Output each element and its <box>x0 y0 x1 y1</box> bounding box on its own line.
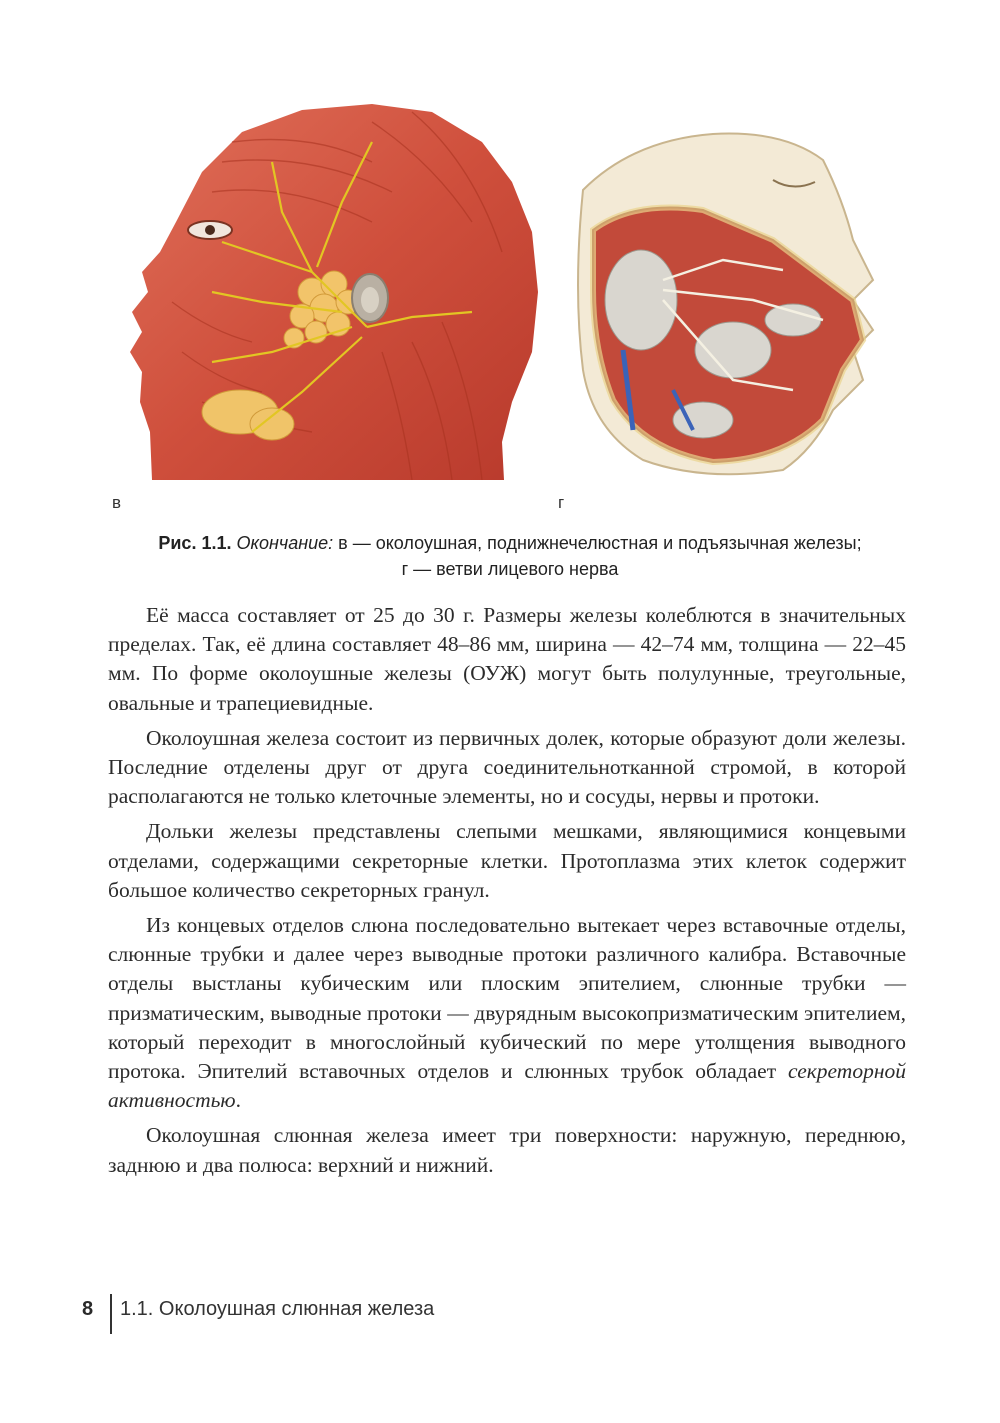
paragraph-5: Околоушная слюнная железа имеет три поверхности: наружную, переднюю, заднюю и два полюса: верхний и нижний. <box>108 1123 906 1177</box>
panel-label-g: г <box>558 493 565 512</box>
caption-italic: Окончание: <box>236 533 334 553</box>
paragraph-4-italic: секреторной активностью <box>108 1059 906 1113</box>
footer-divider <box>110 1294 112 1334</box>
paragraph-4-text: Из концевых отделов слюна последовательно вытекает через вставочные отделы, слюнные трубки и далее через выводные протоки различного калибра. Вставочные отделы выстланы кубическим или плоским эпителием, слюнные трубки — призматическим, выводные протоки — двурядным высокопризматическим эпителием, который переходит в многослойный кубический по мере утолщения выводного протока. Эпителий вставочных отделов и слюнных трубок обладает <box>108 913 906 1084</box>
anatomy-illustration-parotid <box>112 102 550 480</box>
body-text <box>108 601 906 1180</box>
page-footer <box>82 1294 682 1334</box>
anatomy-illustration-facial-nerve <box>553 130 893 482</box>
caption-label: Рис. 1.1. <box>158 533 232 553</box>
page-number: 8 <box>82 1298 94 1320</box>
paragraph-1: Её масса составляет от 25 до 30 г. Размеры железы колеблются в значительных пределах. Так, её длина составляет 48–86 мм, ширина — 42–74 мм, толщина — 22–45 мм. По форме околоушные железы (ОУЖ) могут быть полулунные, треугольные, овальные и трапециевидные. <box>108 603 906 715</box>
caption-line2: г — ветви лицевого нерва <box>401 559 619 579</box>
paragraph-3: Дольки железы представлены слепыми мешками, являющимися концевыми отделами, содержащими секреторные клетки. Протоплазма этих клеток содержит большое количество секреторных гранул. <box>108 819 906 902</box>
paragraph-2: Околоушная железа состоит из первичных долек, которые образуют доли железы. Последние отделены друг от друга соединительнотканной стромой, в которой располагаются не только клеточные элементы, но и сосуды, нервы и протоки. <box>108 725 906 809</box>
running-title: 1.1. Околоушная слюнная железа <box>120 1298 435 1320</box>
paragraph-4-end: . <box>235 1088 241 1113</box>
caption-line1: в — околоушная, поднижнечелюстная и подъязычная железы; <box>333 533 862 553</box>
panel-label-v: в <box>112 493 122 512</box>
paragraph-4 <box>108 911 906 1115</box>
figure-caption <box>100 530 920 582</box>
